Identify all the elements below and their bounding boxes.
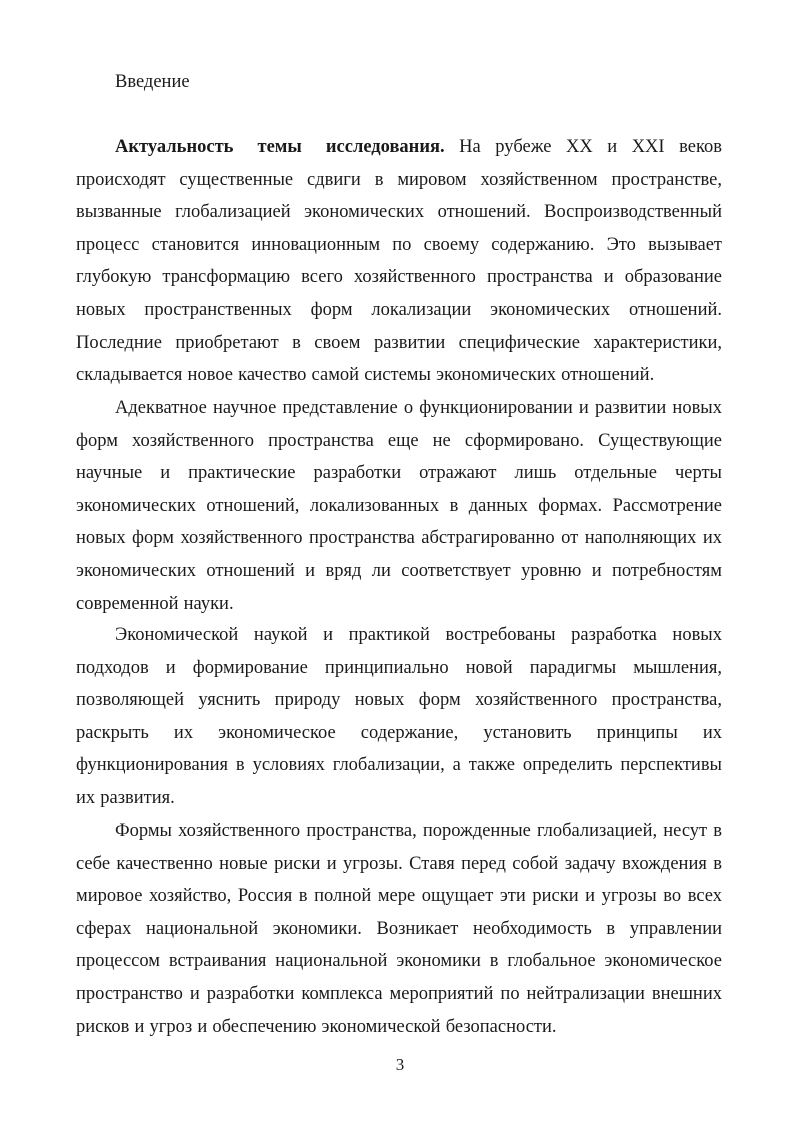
page-number: 3 (395, 1055, 405, 1074)
paragraph-text: Экономической наукой и практикой востребованы разработка новых подходов и формирование принципиально новой парадигмы мышления, позволяющей уяснить природу новых форм хозяйственного пространства, раскрыть их экономическое содержание, установить принципы их функционирования в условиях глобализации, а также определить перспективы их развития. (76, 625, 722, 808)
paragraph-relevance (76, 131, 722, 392)
paragraph-text: Адекватное научное представление о функционировании и развитии новых форм хозяйственного пространства еще не сформировано. Существующие научные и практические разработки отражают лишь отдельные черты экономических отношений, локализованных в данных формах. Рассмотрение новых форм хозяйственного пространства абстрагированно от наполняющих их экономических отношений и вряд ли соответствует уровню и потребностям современной науки. (76, 398, 722, 614)
paragraph-risks-threats (76, 815, 722, 1043)
paragraph-text: Формы хозяйственного пространства, порожденные глобализацией, несут в себе качественно новые риски и угрозы. Ставя перед собой задачу вхождения в мировое хозяйство, Россия в полной мере ощущает эти риски и угрозы во всех сферах национальной экономики. Возникает необходимость в управлении процессом встраивания национальной экономики в глобальное экономическое пространство и разработки комплекса мероприятий по нейтрализации внешних рисков и угроз и обеспечению экономической безопасности. (76, 821, 722, 1037)
section-heading: Введение (115, 72, 190, 92)
paragraph-scientific-representation (76, 392, 722, 620)
paragraph-lead-bold: Актуальность темы исследования. (115, 137, 445, 157)
paragraph-text: На рубеже XX и XXI веков происходят существенные сдвиги в мировом хозяйственном пространстве, вызванные глобализацией экономических отношений. Воспроизводственный процесс становится инновационным по своему содержанию. Это вызывает глубокую трансформацию всего хозяйственного пространства и образование новых пространственных форм локализации экономических отношений. Последние приобретают в своем развитии специфические характеристики, складывается новое качество самой системы экономических отношений. (76, 137, 722, 386)
paragraph-new-paradigm (76, 619, 722, 815)
